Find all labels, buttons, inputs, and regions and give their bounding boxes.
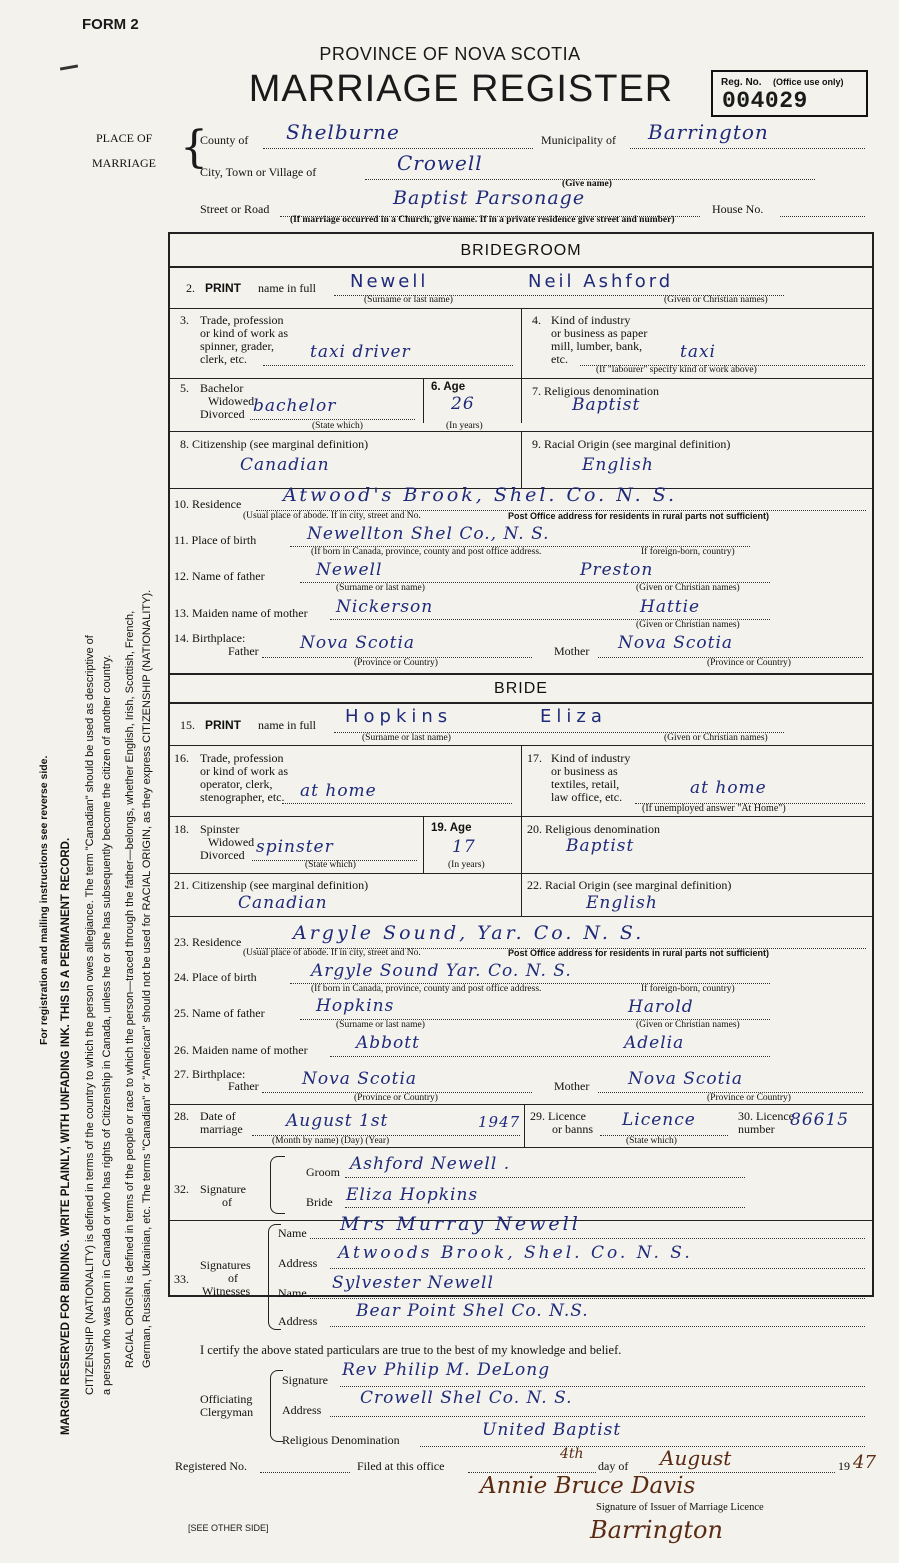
licence-value: Licence	[622, 1110, 696, 1130]
bride-trade-label-3: operator, clerk,	[200, 777, 273, 791]
municipality-label: Municipality of	[541, 133, 616, 147]
bride-father-given: Harold	[628, 997, 694, 1017]
day-of-label: day of	[598, 1459, 629, 1473]
margin-racial-def-1: RACIAL ORIGIN is defined in terms of the people or race to which the person—traced through the father—belongs, whether English, Irish, Scottish, French,	[124, 610, 136, 1368]
bride-surname-note: (Surname or last name)	[362, 733, 451, 743]
filed-day: 4th	[560, 1446, 584, 1462]
bride-bp-father-label: Father	[228, 1079, 259, 1093]
groom-father-surname-note: (Surname or last name)	[336, 583, 425, 593]
margin-dash	[60, 64, 78, 70]
bride-mother-surname: Abbott	[356, 1033, 420, 1053]
groom-trade-label-1: Trade, profession	[200, 313, 284, 327]
house-label: House No.	[712, 202, 764, 216]
bride-industry-note: (If unemployed answer "At Home")	[642, 803, 786, 814]
groom-print-label: PRINT	[205, 281, 241, 295]
groom-given-names: Neil Ashford	[528, 271, 674, 292]
year-prefix: 19	[838, 1459, 850, 1473]
margin-binding-note: MARGIN RESERVED FOR BINDING. WRITE PLAINLY, WITH UNFADING INK. THIS IS A PERMANENT RECORD.	[60, 837, 72, 1435]
see-other-side: [SEE OTHER SIDE]	[188, 1523, 269, 1533]
groom-father-label: 12. Name of father	[174, 569, 265, 583]
groom-sig-label: Groom	[306, 1165, 340, 1179]
certify-statement: I certify the above stated particulars are true to the best of my knowledge and belief.	[200, 1343, 622, 1357]
wit-label-1: Signatures	[200, 1258, 251, 1272]
marriage-month-day: August 1st	[286, 1111, 389, 1131]
groom-status-num: 5.	[180, 381, 189, 395]
bride-citizenship-label: 21. Citizenship (see marginal definition)	[174, 878, 369, 892]
groom-surname: Newell	[350, 271, 429, 292]
bride-surname: Hopkins	[345, 706, 453, 727]
date-label-1: Date of	[200, 1109, 236, 1123]
filed-label: Filed at this office	[357, 1459, 445, 1473]
bride-bp-father-note: (Province or Country)	[354, 1093, 438, 1103]
bride-residence-note-a: (Usual place of abode. If in city, street and No.	[243, 948, 421, 958]
groom-trade-label-3: spinner, grader,	[200, 339, 275, 353]
groom-age-value: 26	[451, 394, 475, 414]
groom-name-num: 2.	[186, 281, 195, 295]
clergy-signature: Rev Philip M. DeLong	[342, 1360, 551, 1380]
w2-address-label: Address	[278, 1314, 318, 1328]
groom-racial-value: English	[582, 455, 654, 475]
bride-age-label: 19. Age	[431, 822, 472, 834]
groom-birth-note-b: If foreign-born, country)	[641, 547, 735, 557]
groom-industry-num: 4.	[532, 313, 541, 327]
groom-residence-label: 10. Residence	[174, 497, 242, 511]
bride-status-label-3: Divorced	[200, 848, 245, 862]
groom-surname-note: (Surname or last name)	[364, 295, 453, 305]
bride-industry-label-1: Kind of industry	[551, 751, 631, 765]
place-label-2: MARRIAGE	[92, 156, 157, 170]
groom-industry-label-3: mill, lumber, bank,	[551, 339, 643, 353]
bride-racial-value: English	[586, 893, 658, 913]
groom-residence-value: Atwood's Brook, Shel. Co. N. S.	[283, 484, 678, 506]
filed-month: August	[660, 1446, 732, 1470]
bride-father-surname-note: (Surname or last name)	[336, 1020, 425, 1030]
groom-bp-label: 14. Birthplace:	[174, 631, 246, 645]
groom-industry-label-2: or business as paper	[551, 326, 648, 340]
groom-industry-value: taxi	[680, 342, 716, 362]
groom-father-given: Preston	[580, 560, 654, 580]
groom-racial-label: 9. Racial Origin (see marginal definition)	[532, 437, 731, 451]
bride-mother-label: 26. Maiden name of mother	[174, 1043, 308, 1057]
groom-status-label-3: Divorced	[200, 407, 245, 421]
witness-2-address: Bear Point Shel Co. N.S.	[356, 1301, 589, 1321]
page-title: MARRIAGE REGISTER	[248, 68, 674, 110]
bride-status-label-2: Widowed	[208, 835, 255, 849]
licno-label-1: 30. Licence	[738, 1109, 794, 1123]
issuer-signature: Annie Bruce Davis	[480, 1473, 696, 1499]
reg-no-box	[711, 70, 868, 117]
bride-status-note: (State which)	[305, 860, 356, 870]
groom-status-note: (State which)	[312, 421, 363, 431]
bride-father-surname: Hopkins	[316, 996, 395, 1016]
bridegroom-heading: BRIDEGROOM	[460, 242, 582, 259]
groom-mother-surname: Nickerson	[336, 597, 434, 617]
bride-status-num: 18.	[174, 822, 189, 836]
street-note: (If marriage occurred in a Church, give name. If in a private residence give street and number)	[290, 215, 675, 225]
give-name-note: (Give name)	[562, 179, 612, 189]
bride-religion-label: 20. Religious denomination	[527, 822, 660, 836]
bride-name-label: name in full	[258, 718, 316, 732]
margin-citizenship-def-2: a person who was born in Canada or who has rights of Citizenship in Canada, unless he or she has subsequently become the citizen of another country.	[101, 654, 113, 1395]
date-notes: (Month by name) (Day) (Year)	[272, 1136, 390, 1146]
bride-racial-label: 22. Racial Origin (see marginal definition)	[527, 878, 732, 892]
witness-2-name: Sylvester Newell	[332, 1273, 494, 1293]
groom-father-given-note: (Given or Christian names)	[636, 583, 740, 593]
bride-father-given-note: (Given or Christian names)	[636, 1020, 740, 1030]
groom-industry-label-1: Kind of industry	[551, 313, 631, 327]
licno-label-2: number	[738, 1122, 775, 1136]
place-brace: {	[180, 122, 208, 173]
bride-heading: BRIDE	[494, 680, 548, 697]
margin-instructions: For registration and mailing instructions see reverse side.	[38, 755, 50, 1045]
witness-1-name: Mrs Murray Newell	[340, 1213, 581, 1235]
licence-number: 86615	[790, 1110, 850, 1130]
registered-label: Registered No.	[175, 1459, 247, 1473]
groom-given-note: (Given or Christian names)	[664, 295, 768, 305]
groom-bp-father-value: Nova Scotia	[300, 633, 416, 653]
groom-religion-label: 7. Religious denomination	[532, 384, 659, 398]
clergy-denom-label: Religious Denomination	[282, 1433, 400, 1447]
bride-industry-label-2: or business as	[551, 764, 618, 778]
bride-bp-father-value: Nova Scotia	[302, 1069, 418, 1089]
groom-mother-given: Hattie	[640, 597, 701, 617]
clergy-sig-label: Signature	[282, 1373, 328, 1387]
bride-father-label: 25. Name of father	[174, 1006, 265, 1020]
bride-citizenship-value: Canadian	[238, 893, 328, 913]
wit-label-2: of	[228, 1271, 238, 1285]
wit-label-3: Witnesses	[202, 1284, 251, 1298]
bride-birth-value: Argyle Sound Yar. Co. N. S.	[311, 961, 572, 981]
groom-bp-mother-value: Nova Scotia	[618, 633, 734, 653]
bride-trade-label-2: or kind of work as	[200, 764, 288, 778]
groom-residence-note-a: (Usual place of abode. If in city, street and No.	[243, 511, 421, 521]
groom-age-label: 6. Age	[431, 381, 466, 393]
bride-sig-label: Bride	[306, 1195, 333, 1209]
bride-industry-value: at home	[690, 778, 767, 798]
groom-birth-label: 11. Place of birth	[174, 533, 257, 547]
reg-no-value: 004029	[722, 88, 808, 114]
bride-bp-label: 27. Birthplace:	[174, 1067, 246, 1081]
sig-num: 32.	[174, 1182, 189, 1196]
bride-bp-mother-value: Nova Scotia	[628, 1069, 744, 1089]
reg-no-office-note: (Office use only)	[773, 77, 844, 87]
bride-print-label: PRINT	[205, 718, 241, 732]
sig-brace	[270, 1156, 285, 1214]
municipality-value: Barrington	[648, 120, 769, 144]
date-num: 28.	[174, 1109, 189, 1123]
bride-status-value: spinster	[256, 837, 334, 857]
clergy-denomination: United Baptist	[482, 1420, 622, 1440]
groom-citizenship-value: Canadian	[240, 455, 330, 475]
county-label: County of	[200, 133, 249, 147]
groom-bp-father-label: Father	[228, 644, 259, 658]
wit-num: 33.	[174, 1272, 189, 1286]
clergy-address-label: Address	[282, 1403, 322, 1417]
w1-address-label: Address	[278, 1256, 318, 1270]
bride-mother-given: Adelia	[624, 1033, 685, 1053]
licence-state-note: (State which)	[626, 1136, 677, 1146]
groom-status-value: bachelor	[253, 396, 337, 416]
bride-industry-num: 17.	[527, 751, 542, 765]
groom-religion-value: Baptist	[572, 395, 641, 415]
groom-trade-num: 3.	[180, 313, 189, 327]
bride-age-value: 17	[452, 837, 476, 857]
bride-industry-label-4: law office, etc.	[551, 790, 623, 804]
sig-label-2: of	[222, 1195, 232, 1209]
w2-name-label: Name	[278, 1286, 307, 1300]
province-heading: PROVINCE OF NOVA SCOTIA	[319, 44, 581, 64]
bride-industry-label-3: textiles, retail,	[551, 777, 620, 791]
bride-name-num: 15.	[180, 718, 195, 732]
groom-residence-note-b: Post Office address for residents in rural parts not sufficient)	[508, 511, 770, 521]
bride-birth-note-a: (If born in Canada, province, county and post office address.	[311, 984, 542, 994]
clergy-label-1: Officiating	[200, 1392, 253, 1406]
reg-no-label: Reg. No.	[721, 77, 762, 88]
w1-name-label: Name	[278, 1226, 307, 1240]
filed-year: 47	[853, 1452, 876, 1473]
groom-trade-label-2: or kind of work as	[200, 326, 288, 340]
margin-racial-def-2: German, Russian, Ukrainian, etc. The terms "Canadian" or "American" should not be used for RACIAL ORIGIN, as they express CITIZENSHIP (NATIONALITY).	[141, 589, 153, 1368]
groom-bp-father-note: (Province or Country)	[354, 658, 438, 668]
witness-1-address: Atwoods Brook, Shel. Co. N. S.	[338, 1243, 693, 1263]
groom-trade-value: taxi driver	[310, 342, 411, 362]
bride-bp-mother-label: Mother	[554, 1079, 590, 1093]
bride-residence-label: 23. Residence	[174, 935, 242, 949]
clergy-label-2: Clergyman	[200, 1405, 254, 1419]
bride-trade-label-1: Trade, profession	[200, 751, 284, 765]
bride-given-names: Eliza	[540, 706, 607, 727]
bride-trade-label-4: stenographer, etc.	[200, 790, 285, 804]
groom-birth-note-a: (If born in Canada, province, county and post office address.	[311, 547, 542, 557]
marriage-year: 1947	[478, 1113, 521, 1131]
bride-religion-value: Baptist	[566, 836, 635, 856]
county-value: Shelburne	[286, 120, 400, 144]
groom-name-label: name in full	[258, 281, 316, 295]
groom-mother-given-note: (Given or Christian names)	[636, 620, 740, 630]
groom-trade-label-4: clerk, etc.	[200, 352, 247, 366]
place-label-1: PLACE OF	[96, 131, 153, 145]
bride-birth-note-b: If foreign-born, country)	[641, 984, 735, 994]
groom-signature: Ashford Newell .	[350, 1154, 511, 1174]
groom-mother-label: 13. Maiden name of mother	[174, 606, 308, 620]
groom-bp-mother-label: Mother	[554, 644, 590, 658]
issuer-label: Signature of Issuer of Marriage Licence	[596, 1502, 764, 1513]
date-label-2: marriage	[200, 1122, 243, 1136]
sig-label-1: Signature	[200, 1182, 246, 1196]
bride-given-note: (Given or Christian names)	[664, 733, 768, 743]
city-value: Crowell	[397, 151, 483, 175]
groom-birth-value: Newellton Shel Co., N. S.	[307, 524, 550, 544]
bride-signature: Eliza Hopkins	[346, 1185, 479, 1205]
bride-trade-num: 16.	[174, 751, 189, 765]
issuer-place: Barrington	[590, 1516, 723, 1544]
groom-citizenship-label: 8. Citizenship (see marginal definition)	[180, 437, 369, 451]
bride-status-label-1: Spinster	[200, 822, 240, 836]
bride-residence-value: Argyle Sound, Yar. Co. N. S.	[293, 922, 645, 944]
street-value: Baptist Parsonage	[393, 187, 586, 209]
groom-status-label-1: Bachelor	[200, 381, 244, 395]
licence-label-1: 29. Licence	[530, 1109, 586, 1123]
street-label: Street or Road	[200, 202, 270, 216]
groom-father-surname: Newell	[316, 560, 383, 580]
city-label: City, Town or Village of	[200, 165, 317, 179]
groom-bp-mother-note: (Province or Country)	[707, 658, 791, 668]
licence-label-2: or banns	[552, 1122, 593, 1136]
bride-birth-label: 24. Place of birth	[174, 970, 257, 984]
clergy-address: Crowell Shel Co. N. S.	[360, 1388, 573, 1408]
form-label: FORM 2	[82, 16, 139, 33]
groom-status-label-2: Widowed	[208, 394, 255, 408]
groom-industry-label-4: etc.	[551, 352, 568, 366]
margin-citizenship-def-1: CITIZENSHIP (NATIONALITY) is defined in terms of the country to which the person owes allegiance. The term "Canadian" should be used as descriptive of	[84, 635, 96, 1395]
bride-age-note: (In years)	[448, 860, 485, 870]
groom-industry-note: (If "labourer" specify kind of work above)	[596, 365, 757, 375]
bride-trade-value: at home	[300, 781, 377, 801]
bride-bp-mother-note: (Province or Country)	[707, 1093, 791, 1103]
bride-residence-note-b: Post Office address for residents in rural parts not sufficient)	[508, 948, 770, 958]
groom-age-note: (In years)	[446, 421, 483, 431]
